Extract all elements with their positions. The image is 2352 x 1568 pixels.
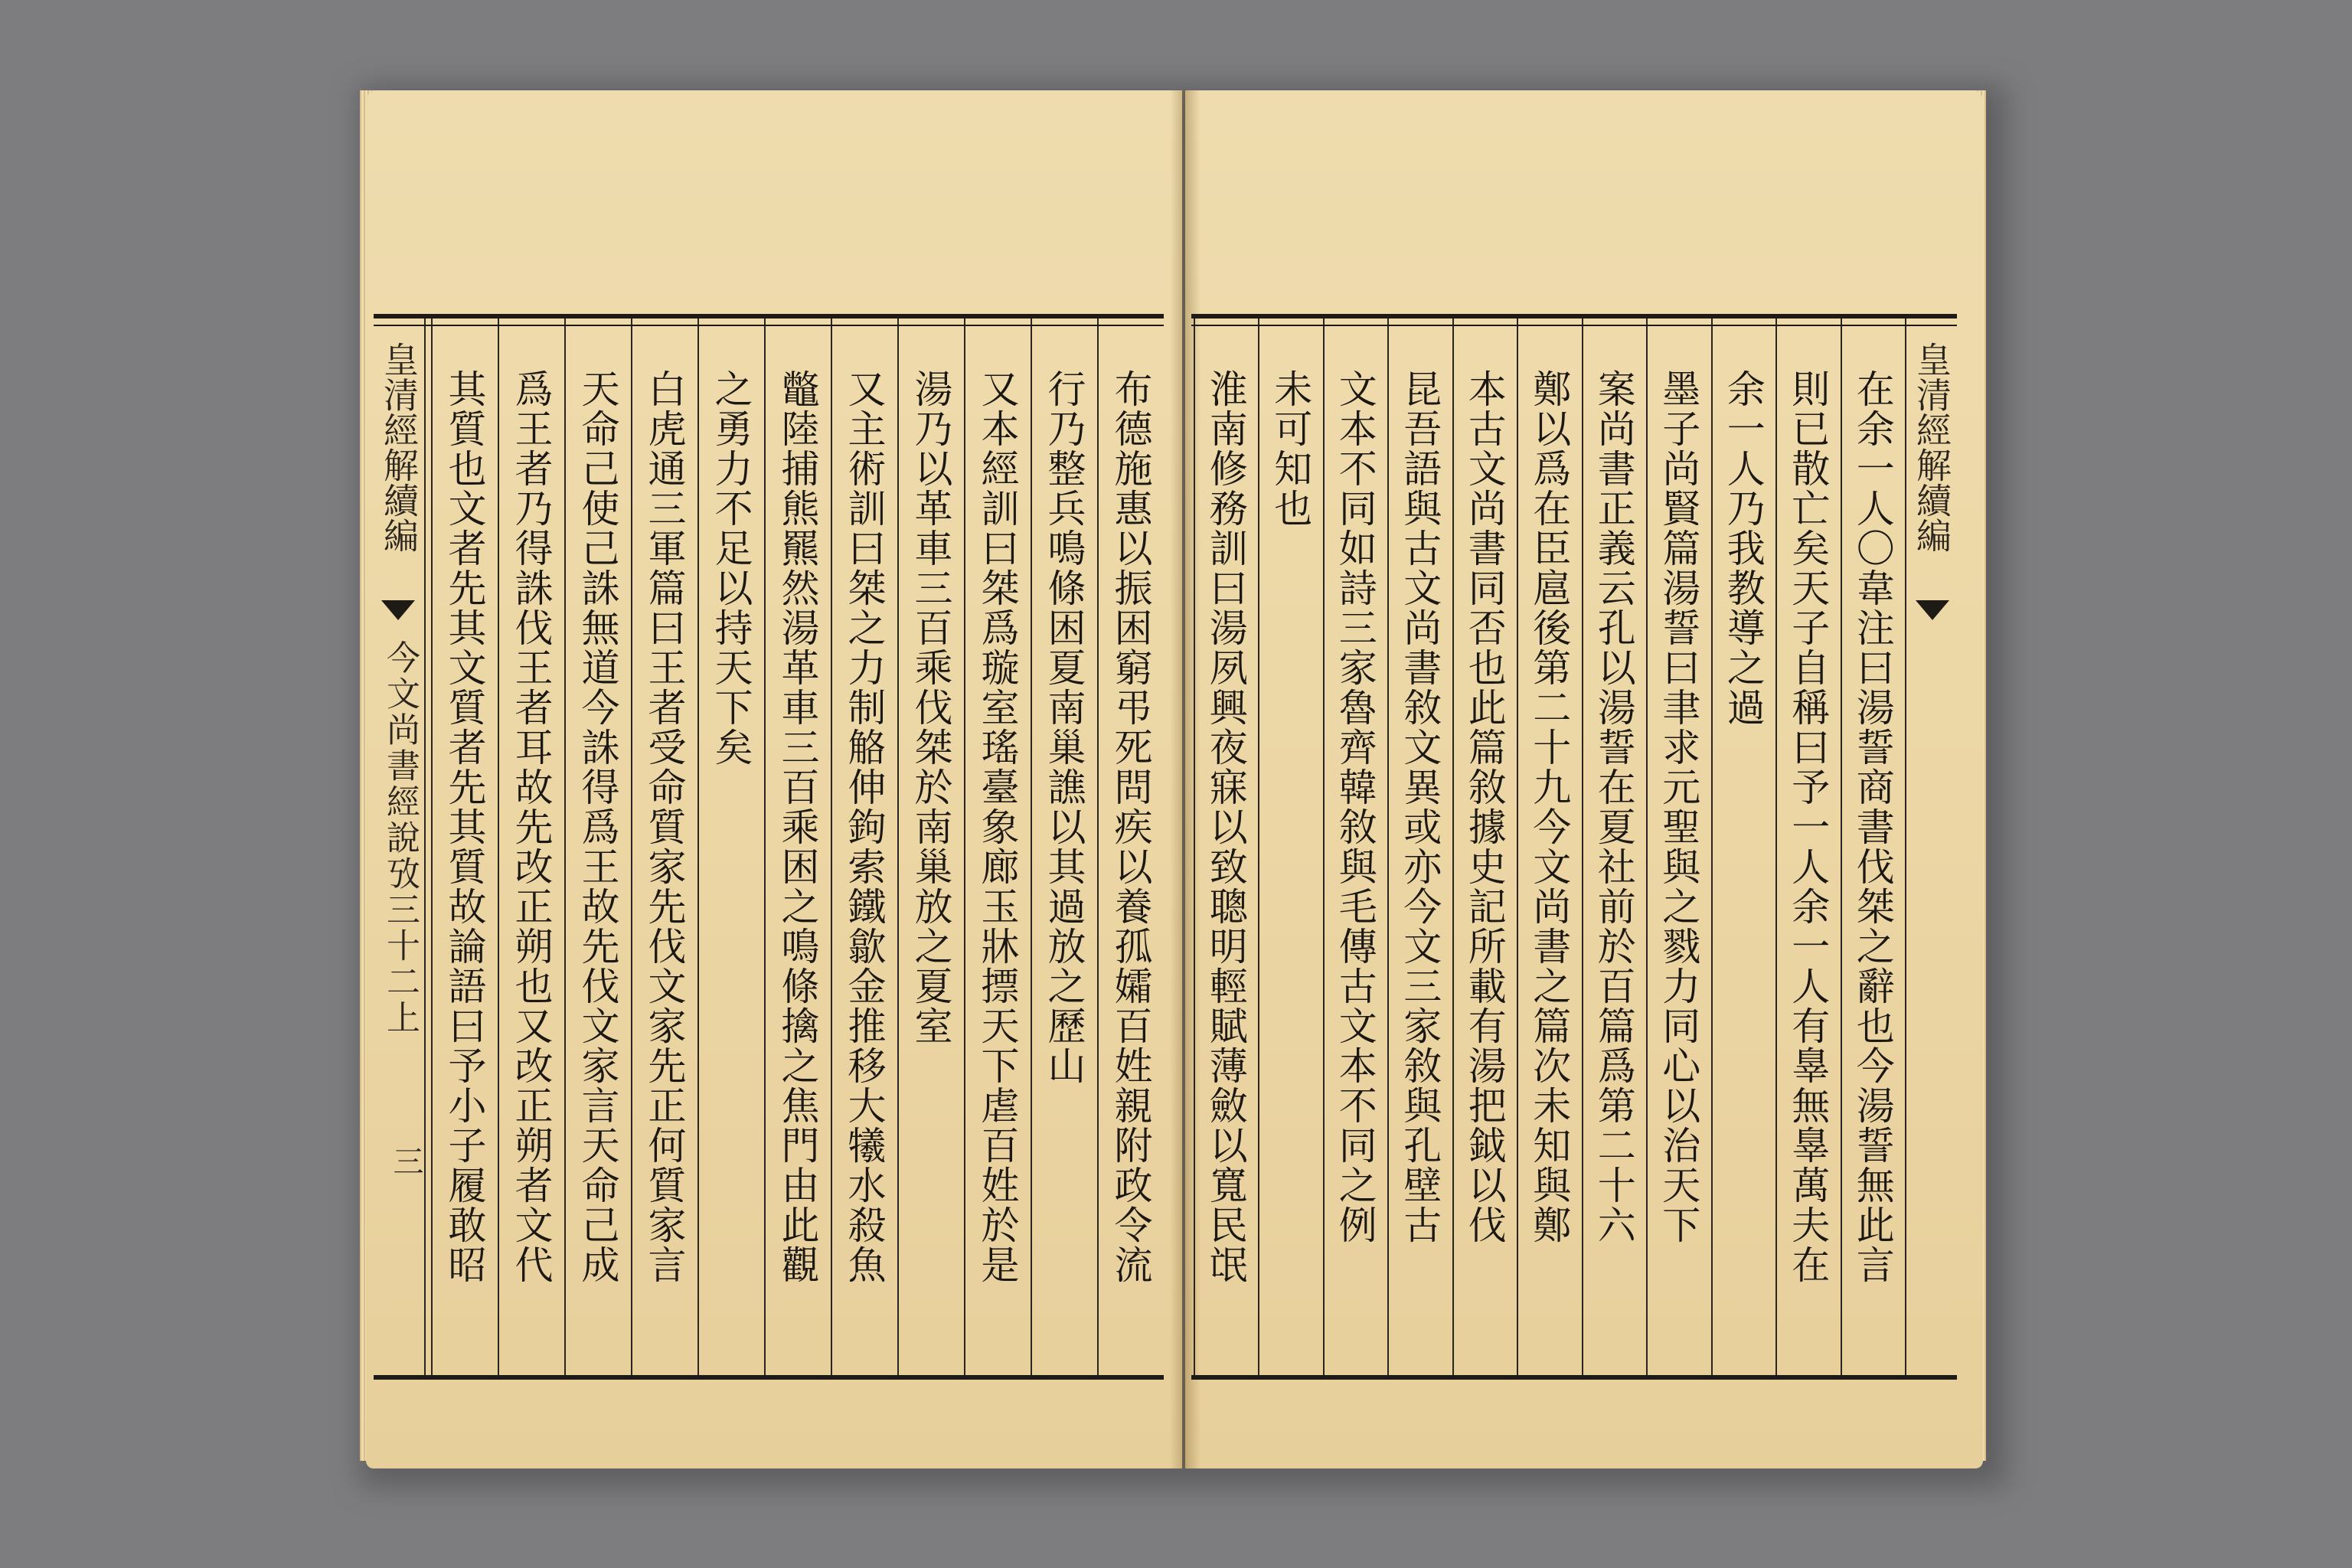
right-column-text: 在余一人〇韋注曰湯誓商書伐桀之辭也今湯誓無此言 (1850, 369, 1895, 1285)
left-text-column (631, 318, 697, 1375)
left-text-column (564, 318, 631, 1375)
right-text-column (1841, 318, 1906, 1375)
left-gutter-column (374, 318, 423, 1375)
left-text-column (1097, 318, 1164, 1375)
left-column-text: 之勇力不足以持天下矣 (708, 369, 753, 767)
left-column-text: 天命己使己誅無道今誅得爲王故先伐文家言天命己成 (575, 369, 620, 1285)
right-text-column (1323, 318, 1388, 1375)
right-column-text: 淮南修務訓曰湯夙興夜寐以致聰明輕賦薄斂以寬民氓 (1203, 369, 1248, 1285)
right-column-text: 墨子尚賢篇湯誓曰聿求元聖與之戮力同心以治天下 (1656, 369, 1701, 1245)
left-text-column (431, 318, 498, 1375)
right-gutter-title: 皇清經解續編 (1911, 341, 1952, 553)
left-column-text: 白虎通三軍篇曰王者受命質家先伐文家先正何質家言 (642, 369, 687, 1285)
left-column-text: 布德施惠以振困窮弔死問疾以養孤孀百姓親附政令流 (1108, 369, 1153, 1285)
right-text-column (1582, 318, 1647, 1375)
left-text-column (897, 318, 964, 1375)
right-column-text: 文本不同如詩三家魯齊韓敘與毛傳古文本不同之例 (1332, 369, 1377, 1245)
right-column-text: 昆吾語與古文尚書敘文異或亦今文三家敘與孔壁古 (1397, 369, 1442, 1245)
right-column-text: 鄭以爲在臣扈後第二十九今文尚書之篇次未知與鄭 (1527, 369, 1572, 1245)
left-text-frame (374, 314, 1164, 1380)
column-rule (1905, 318, 1906, 1375)
right-column-text: 未可知也 (1268, 369, 1313, 528)
left-column-text: 其質也文者先其文質者先其質故論語曰予小子履敢昭 (442, 369, 487, 1285)
left-text-column (831, 318, 897, 1375)
right-column-text: 余一人乃我教導之過 (1720, 369, 1766, 727)
right-text-column (1387, 318, 1452, 1375)
folio-number: 三 (388, 1145, 423, 1176)
left-column-text: 鼈陸捕熊羆然湯革車三百乘困之鳴條擒之焦門由此觀 (775, 369, 820, 1285)
left-text-column (697, 318, 764, 1375)
left-column-text: 爲王者乃得誅伐王者耳故先改正朔也又改正朔者文代 (508, 369, 554, 1285)
left-column-text: 湯乃以革車三百乘伐桀於南巢放之夏室 (908, 369, 953, 1046)
left-text-column (764, 318, 831, 1375)
left-text-column (498, 318, 564, 1375)
right-column-text: 則已散亡矣天子自稱曰予一人余一人有辠無辠萬夫在 (1785, 369, 1831, 1285)
column-rule (424, 318, 426, 1375)
left-column-text: 又主術訓曰桀之力制觡伸鉤索鐵歙金推移大犧水殺魚 (841, 369, 887, 1285)
right-column-text: 本古文尚書同否也此篇敘據史記所載有湯把鉞以伐 (1462, 369, 1507, 1245)
right-text-column (1258, 318, 1323, 1375)
left-gutter-subtitle: 今文尚書經說攷三十二上 (381, 640, 420, 1036)
right-column-text: 案尚書正義云孔以湯誓在夏社前於百篇爲第二十六 (1591, 369, 1636, 1245)
right-text-column (1517, 318, 1582, 1375)
right-text-column (1775, 318, 1841, 1375)
left-column-text: 行乃整兵鳴條困夏南巢譙以其過放之歷山 (1041, 369, 1086, 1086)
right-text-column (1711, 318, 1776, 1375)
fish-tail-ornament (1916, 600, 1949, 620)
right-text-frame (1191, 314, 1957, 1380)
left-text-column (964, 318, 1031, 1375)
left-text-column (1031, 318, 1097, 1375)
right-text-column (1646, 318, 1711, 1375)
right-text-column (1194, 318, 1259, 1375)
fish-tail-ornament (381, 600, 415, 620)
right-gutter-column (1908, 318, 1957, 1375)
right-text-column (1452, 318, 1517, 1375)
left-column-text: 又本經訓曰桀爲璇室瑤臺象廊玉牀摽天下虐百姓於是 (975, 369, 1020, 1285)
left-gutter-title: 皇清經解續編 (378, 341, 420, 553)
